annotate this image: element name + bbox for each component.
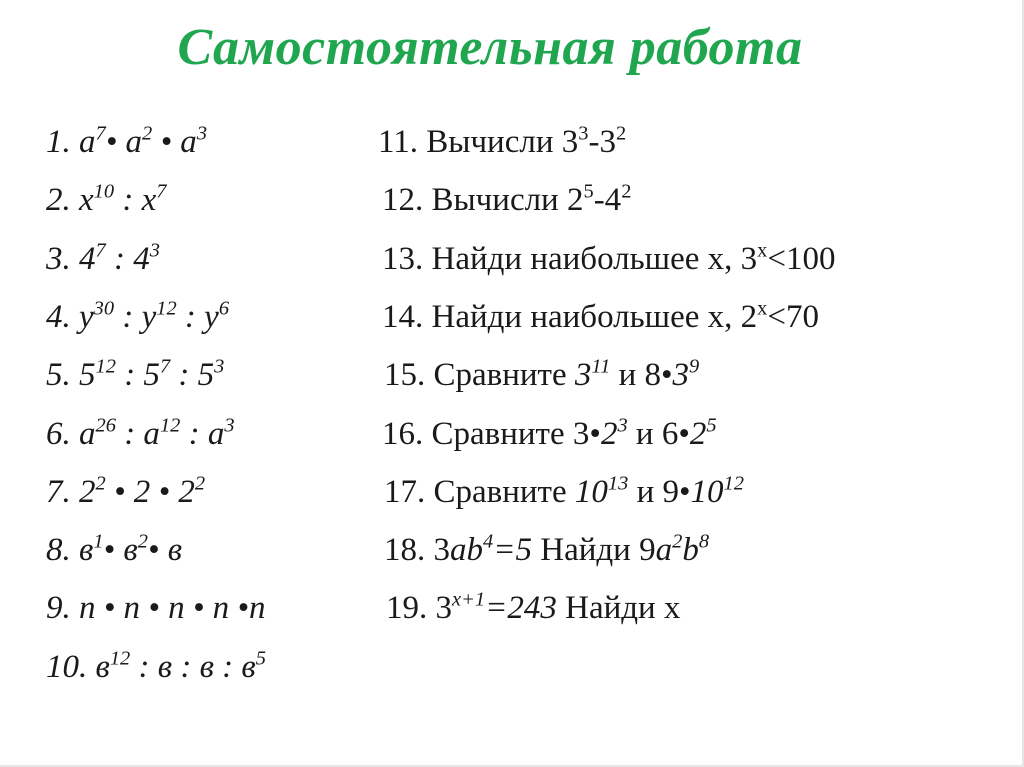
task-text: 3: [672, 357, 690, 394]
left-exercise-9: [46, 588, 265, 628]
expression-base: y: [79, 298, 94, 335]
task-text: =5: [493, 532, 532, 569]
right-exercise-15: [384, 355, 699, 395]
task-text: 2: [689, 415, 707, 452]
left-exercise-1: [46, 122, 207, 162]
task-text: b: [682, 532, 699, 569]
right-exercise-13: [382, 239, 835, 279]
task-text: и 6•: [627, 415, 690, 452]
expression-base: в: [79, 532, 94, 569]
right-exercise-19: [386, 588, 680, 628]
expression-base: a: [79, 124, 96, 160]
exponent: 26: [95, 413, 116, 436]
exponent: 2: [621, 180, 632, 203]
expression-base: 4: [79, 240, 96, 277]
exponent: 12: [156, 297, 177, 320]
left-exercise-7: [46, 472, 205, 512]
exponent: 12: [95, 355, 116, 378]
task-text: 2: [600, 415, 618, 452]
left-exercise-6: [46, 414, 235, 454]
task-text: и 8•: [610, 357, 673, 394]
exercise-number: 17.: [384, 473, 434, 510]
exponent: 3: [617, 413, 628, 436]
exponent: 3: [578, 122, 589, 145]
right-exercise-16: [382, 414, 717, 454]
task-text: 3: [574, 357, 592, 394]
exponent: 3: [224, 413, 235, 436]
task-text: Найди наибольшее х, 2: [431, 298, 758, 335]
exercise-number: 3.: [46, 240, 79, 277]
expression-base: : a: [180, 415, 225, 452]
task-text: =243: [485, 590, 557, 627]
expression-base: : y: [176, 298, 219, 335]
task-text: Вычисли 2: [431, 182, 584, 219]
expression-base: в: [95, 648, 110, 685]
task-text: Сравните: [433, 357, 575, 394]
expression-base: : 4: [105, 240, 150, 277]
exercise-number: 15.: [384, 357, 434, 394]
exercise-number: 19.: [386, 590, 436, 627]
exponent: 2: [137, 530, 148, 553]
exercise-number: 1.: [46, 124, 79, 160]
expression-base: : x: [114, 182, 157, 219]
expression-base: • в: [103, 532, 138, 569]
task-text: <70: [767, 298, 819, 335]
left-exercise-2: [46, 180, 166, 220]
right-exercise-11: [378, 122, 626, 162]
exponent: 7: [95, 122, 106, 145]
exponent: х+1: [452, 588, 486, 611]
exponent: 7: [95, 238, 106, 261]
expression-base: : в : в : в: [130, 648, 256, 685]
exercise-number: 14.: [382, 298, 432, 335]
exercise-number: 12.: [382, 182, 432, 219]
slide-title: Самостоятельная работа: [177, 19, 803, 76]
exponent: х: [757, 238, 768, 261]
exponent: 6: [218, 297, 230, 320]
exponent: 12: [723, 472, 744, 495]
exponent: 4: [483, 530, 494, 553]
exponent: 30: [93, 297, 115, 320]
exercise-number: 6.: [46, 415, 79, 452]
exponent: 2: [142, 122, 153, 145]
task-text: Найди х: [556, 590, 681, 627]
exponent: 2: [194, 472, 206, 495]
left-exercise-4: [46, 297, 229, 337]
expression-base: • в: [147, 532, 183, 569]
task-text: 10: [690, 473, 724, 510]
exercise-number: 13.: [382, 240, 432, 277]
left-exercise-5: [46, 355, 224, 395]
expression-base: • a: [105, 124, 143, 160]
exponent: 2: [672, 530, 683, 553]
task-text: Сравните: [433, 473, 575, 510]
expression-base: : 5: [170, 357, 215, 394]
task-text: Найди наибольшее х, 3: [431, 240, 758, 277]
task-text: Найди 9: [532, 532, 656, 569]
task-text: <100: [767, 240, 836, 277]
exponent: 7: [156, 180, 167, 203]
exponent: 10: [93, 180, 115, 203]
exercise-number: 9.: [46, 590, 79, 627]
exponent: 12: [109, 647, 131, 670]
right-exercise-14: [382, 297, 819, 337]
exercise-number: 11.: [378, 124, 427, 160]
exercise-number: 4.: [46, 298, 79, 335]
right-exercise-12: [382, 180, 631, 220]
task-text: 10: [574, 473, 608, 510]
exponent: 11: [591, 355, 611, 378]
task-text: -3: [588, 124, 616, 160]
task-text: 3: [435, 590, 452, 627]
task-text: ab: [450, 532, 483, 569]
expression-base: n • n • n • n •n: [79, 590, 266, 627]
exercise-number: 8.: [46, 532, 79, 569]
exercise-number: 7.: [46, 473, 79, 510]
exercise-number: 10.: [46, 648, 96, 685]
exponent: 13: [607, 472, 629, 495]
exponent: 5: [255, 647, 266, 670]
exponent: 12: [159, 413, 181, 436]
task-text: Сравните 3•: [431, 415, 601, 452]
exercise-number: 18.: [384, 532, 434, 569]
exponent: х: [757, 297, 768, 320]
exponent: 8: [698, 530, 710, 553]
expression-base: a: [79, 415, 96, 452]
right-exercise-17: [384, 472, 744, 512]
exponent: 3: [214, 355, 225, 378]
expression-base: : 5: [115, 357, 160, 394]
left-exercise-8: [46, 530, 182, 570]
task-text: a: [655, 532, 673, 569]
exercise-number: 16.: [382, 415, 432, 452]
expression-base: • 2 • 2: [105, 473, 195, 510]
exponent: 3: [149, 238, 160, 261]
task-text: -4: [593, 182, 622, 219]
exponent: 9: [689, 355, 700, 378]
left-exercise-3: [46, 239, 160, 279]
left-exercise-10: [46, 647, 266, 687]
exponent: 5: [706, 413, 717, 436]
exercise-number: 5.: [46, 357, 79, 394]
expression-base: : a: [115, 415, 160, 452]
expression-base: • a: [152, 124, 197, 160]
exponent: 7: [159, 355, 171, 378]
exponent: 5: [583, 180, 594, 203]
expression-base: 5: [79, 357, 96, 394]
task-text: и 9•: [628, 473, 691, 510]
expression-base: x: [79, 182, 94, 219]
exponent: 2: [95, 472, 106, 495]
exponent: 3: [196, 122, 208, 145]
exponent: 1: [93, 530, 104, 553]
expression-base: 2: [79, 473, 96, 510]
exercise-number: 2.: [46, 182, 79, 219]
right-exercise-18: [384, 530, 709, 570]
task-text: 3: [433, 532, 450, 569]
exponent: 2: [615, 122, 627, 145]
task-text: Вычисли 3: [426, 124, 579, 160]
expression-base: : y: [114, 298, 157, 335]
